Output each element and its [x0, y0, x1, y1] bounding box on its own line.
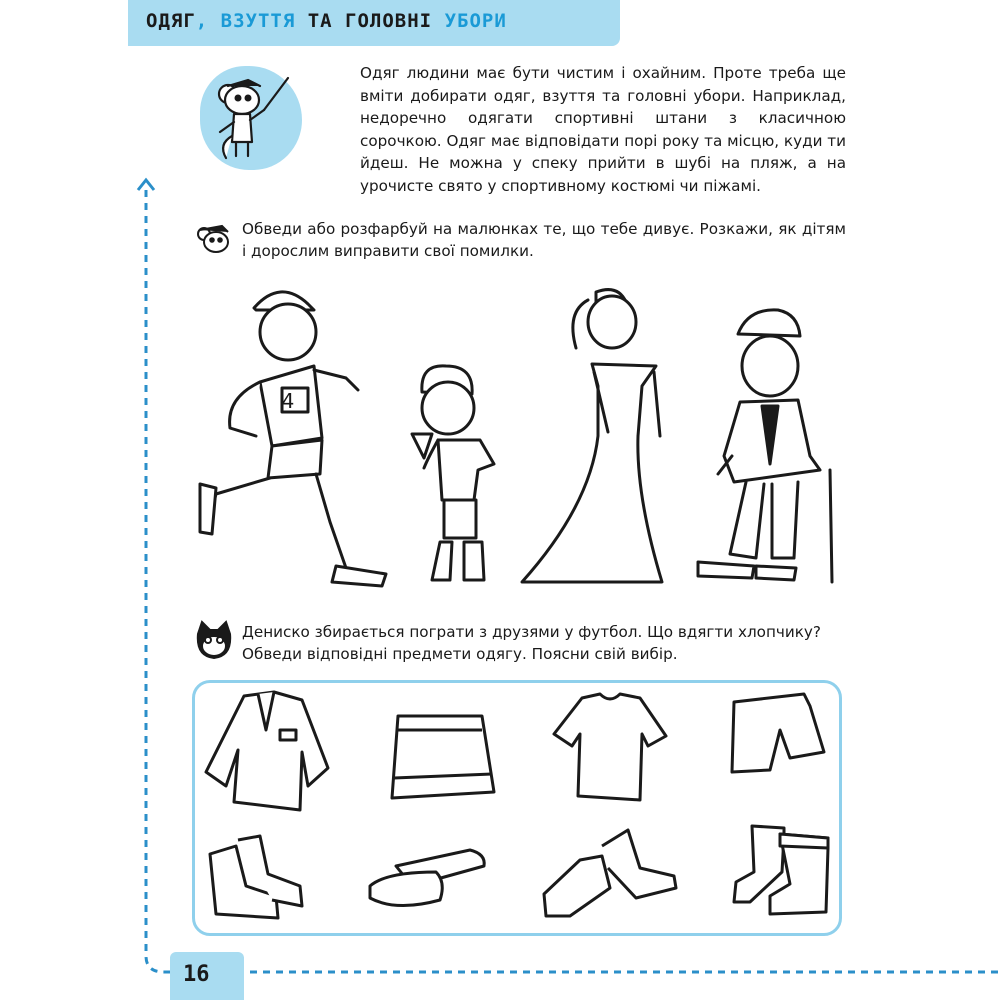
intro-paragraph: Одяг людини має бути чистим і охайним. Проте треба ще вміти добирати одяг, взуття та головні убори. Наприклад, недоречно одягати спортивні штани з класичною сорочкою. Одяг має відповідати порі року та місцю, куди ти йдеш. Не можна у спеку прийти в шубі на пляж, а на урочисте свято у спортивному костюмі чи піжамі.: [360, 64, 846, 195]
page-title: ОДЯГ, ВЗУТТЯ ТА ГОЛОВНІ УБОРИ: [146, 10, 507, 32]
task1-instructions: Обведи або розфарбуй на малюнках те, що тебе дивує. Розкажи, як дітям і дорослим виправити свої помилки.: [242, 220, 846, 260]
dashed-path-border: [130, 176, 1000, 1000]
task2-instructions: Дениско збирається пограти з друзями у футбол. Що вдягти хлопчику? Обведи відповідні предмети одягу. Поясни свій вибір.: [242, 623, 821, 663]
mouse-teacher-icon: [198, 72, 298, 172]
svg-text:4: 4: [281, 389, 295, 413]
page-number: 16: [183, 962, 210, 987]
